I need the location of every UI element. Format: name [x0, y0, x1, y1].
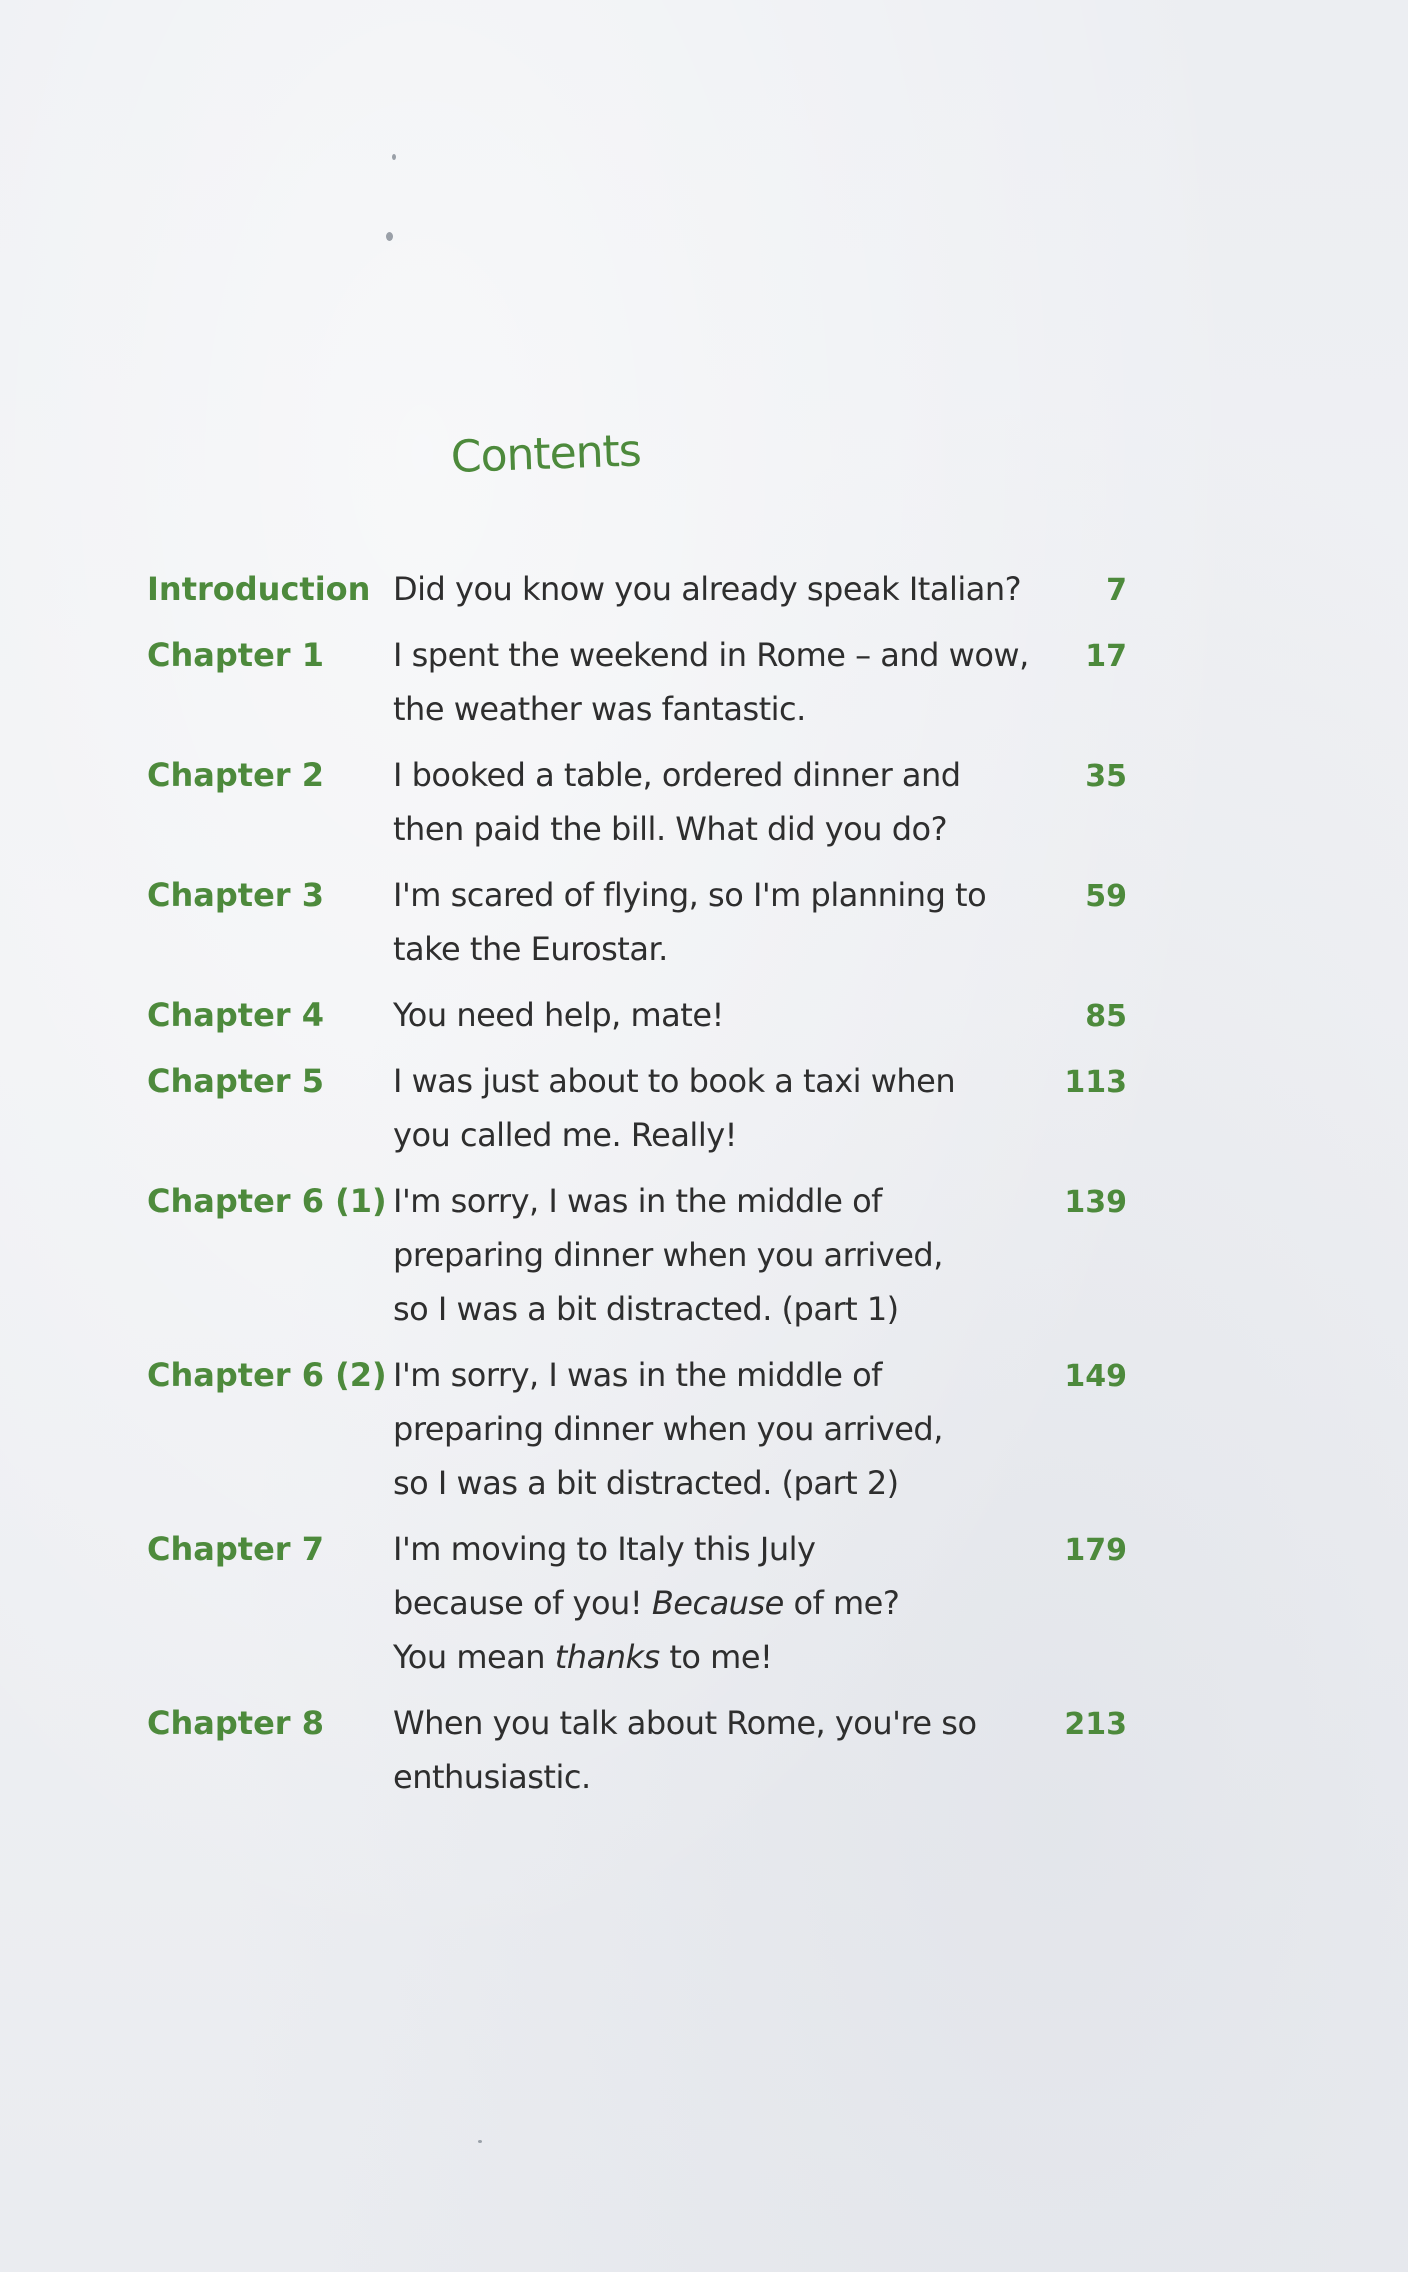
toc-entry-chapter-7 — [147, 1522, 1127, 1684]
chapter-title-line: so I was a bit distracted. (part 2) — [393, 1464, 899, 1502]
chapter-label: Chapter 6 (1) — [147, 1182, 387, 1220]
chapter-title — [393, 1174, 1033, 1336]
paper-speck — [478, 2140, 482, 2143]
page-number: 179 — [1064, 1533, 1127, 1568]
chapter-label: Chapter 6 (2) — [147, 1356, 387, 1394]
page-number: 35 — [1085, 759, 1127, 794]
chapter-label: Chapter 2 — [147, 756, 324, 794]
chapter-title — [393, 868, 1033, 976]
chapter-title-line: I was just about to book a taxi when — [393, 1062, 956, 1100]
chapter-title — [393, 1696, 1033, 1804]
chapter-title-line: I'm sorry, I was in the middle of — [393, 1182, 882, 1220]
chapter-title — [393, 1054, 1033, 1162]
chapter-title-line: I booked a table, ordered dinner and — [393, 756, 961, 794]
chapter-title — [393, 748, 1033, 856]
chapter-label: Chapter 3 — [147, 876, 324, 914]
chapter-title-line: so I was a bit distracted. (part 1) — [393, 1290, 899, 1328]
toc-entry-chapter-4 — [147, 988, 1127, 1042]
chapter-title — [393, 562, 1033, 616]
chapter-title-fragment: because of you! — [393, 1584, 652, 1622]
paper-speck — [392, 154, 396, 160]
chapter-title-line: you called me. Really! — [393, 1116, 737, 1154]
chapter-title-fragment: to me! — [659, 1638, 773, 1676]
chapter-title-line: I'm moving to Italy this July — [393, 1530, 816, 1568]
chapter-title-line: When you talk about Rome, you're so — [393, 1704, 977, 1742]
chapter-title-line: then paid the bill. What did you do? — [393, 810, 948, 848]
page-number: 7 — [1106, 573, 1127, 608]
chapter-title-italic: Because — [651, 1584, 784, 1622]
chapter-title — [393, 1522, 1033, 1684]
chapter-label: Chapter 8 — [147, 1704, 324, 1742]
chapter-title-line: I'm scared of flying, so I'm planning to — [393, 876, 987, 914]
chapter-title — [393, 628, 1033, 736]
chapter-title-line: I'm sorry, I was in the middle of — [393, 1356, 882, 1394]
chapter-title-line: the weather was fantastic. — [393, 690, 806, 728]
chapter-title-line — [393, 1630, 1033, 1684]
page-number: 213 — [1064, 1707, 1127, 1742]
chapter-title-fragment: You mean — [393, 1638, 555, 1676]
chapter-label: Chapter 7 — [147, 1530, 324, 1568]
toc-entry-chapter-6-part-1 — [147, 1174, 1127, 1336]
chapter-title — [393, 1348, 1033, 1510]
chapter-label: Chapter 5 — [147, 1062, 324, 1100]
chapter-title-fragment: of me? — [783, 1584, 900, 1622]
chapter-title-line: Did you know you already speak Italian? — [393, 570, 1022, 608]
page-number: 149 — [1064, 1359, 1127, 1394]
toc-entry-introduction — [147, 562, 1127, 616]
chapter-label: Chapter 4 — [147, 996, 324, 1034]
toc-entry-chapter-6-part-2 — [147, 1348, 1127, 1510]
page-number: 17 — [1085, 639, 1127, 674]
contents-heading: Contents — [450, 425, 642, 483]
page-number: 113 — [1064, 1065, 1127, 1100]
chapter-title-line: I spent the weekend in Rome – and wow, — [393, 636, 1029, 674]
chapter-title-italic: thanks — [554, 1638, 660, 1676]
page-number: 139 — [1064, 1185, 1127, 1220]
table-of-contents — [147, 562, 1127, 1816]
chapter-title-line: preparing dinner when you arrived, — [393, 1236, 943, 1274]
chapter-label: Introduction — [147, 570, 371, 608]
chapter-title-line — [393, 1576, 1033, 1630]
chapter-title-line: enthusiastic. — [393, 1758, 591, 1796]
page-number: 85 — [1085, 999, 1127, 1034]
chapter-title — [393, 988, 1033, 1042]
toc-entry-chapter-2 — [147, 748, 1127, 856]
toc-entry-chapter-1 — [147, 628, 1127, 736]
chapter-title-line: You need help, mate! — [393, 996, 724, 1034]
chapter-label: Chapter 1 — [147, 636, 324, 674]
chapter-title-line: preparing dinner when you arrived, — [393, 1410, 943, 1448]
toc-entry-chapter-8 — [147, 1696, 1127, 1804]
paper-speck — [386, 232, 393, 241]
toc-entry-chapter-3 — [147, 868, 1127, 976]
toc-entry-chapter-5 — [147, 1054, 1127, 1162]
chapter-title-line: take the Eurostar. — [393, 930, 668, 968]
page-number: 59 — [1085, 879, 1127, 914]
